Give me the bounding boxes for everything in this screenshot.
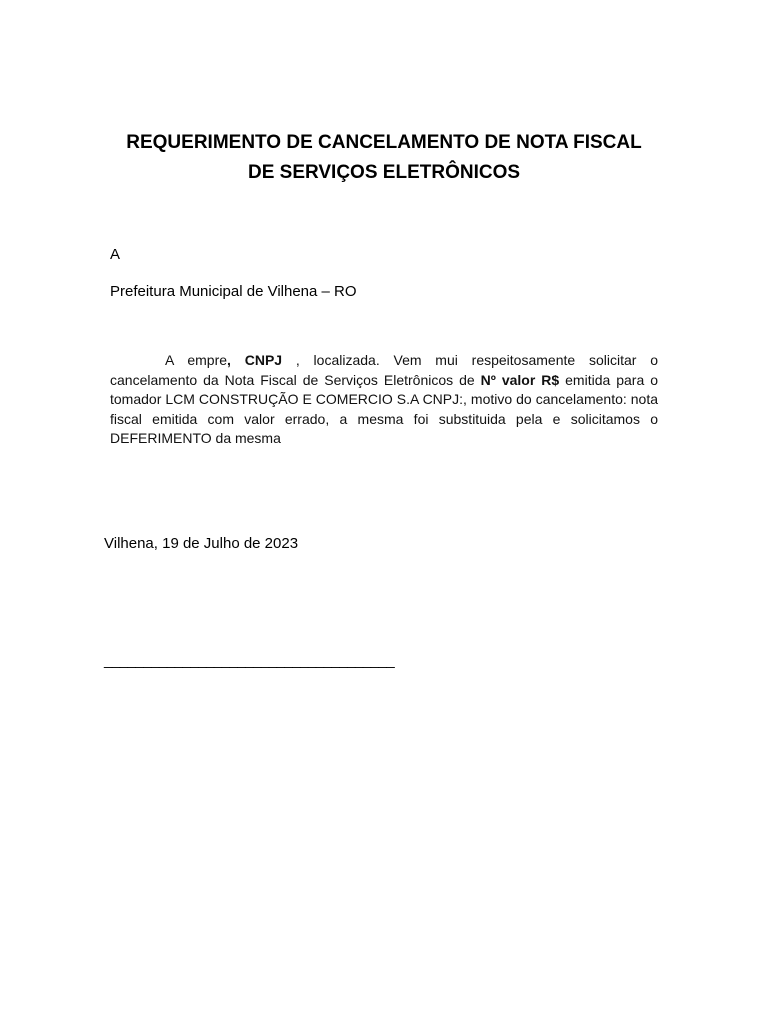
request-body (110, 351, 658, 449)
recipient-name: Prefeitura Municipal de Vilhena – RO (110, 283, 357, 300)
body-part-4-number-value: Nº valor R$ (480, 371, 560, 388)
document-title (0, 128, 768, 188)
title-line-2: DE SERVIÇOS ELETRÔNICOS (247, 162, 521, 183)
body-part-2-cnpj: , CNPJ (227, 352, 283, 368)
body-part-5: emitida para o tomador LCM CONSTRUÇÃO E COMERCIO S.A CNPJ:, motivo do cancelamento: nota fiscal emitida com valor errado, a mesma foi substituida pela e solicitamos o DEFERIMENTO da mesma (110, 371, 658, 446)
date-line: Vilhena, 19 de Julho de 2023 (104, 535, 299, 552)
recipient-prefix: A (110, 246, 121, 263)
signature-line: _____________________________________ (104, 652, 395, 669)
body-part-3: , localizada. Vem mui respeitosamente solicitar o cancelamento da Nota Fiscal de Serviços Eletrônicos de (110, 352, 658, 388)
title-line-1: REQUERIMENTO DE CANCELAMENTO DE NOTA FISCAL (126, 132, 642, 153)
body-part-1: A empre (165, 352, 228, 368)
